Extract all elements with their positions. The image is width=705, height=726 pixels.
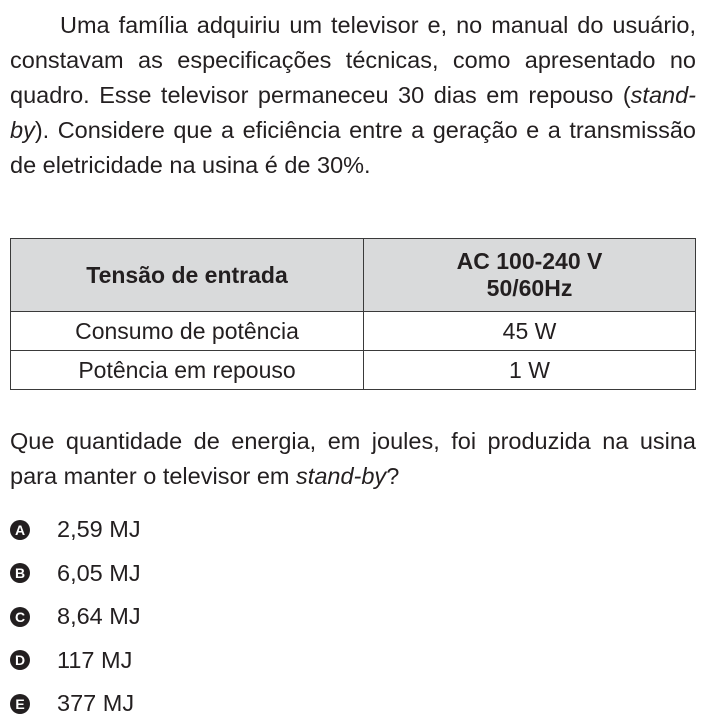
option-a-text: 2,59 MJ (57, 516, 141, 543)
option-e-letter-badge: E (10, 694, 30, 714)
question-end: ? (386, 463, 400, 489)
header-value-cell (364, 239, 696, 312)
option-a-letter-badge: A (10, 520, 30, 540)
row-label-cell: Potência em repouso (11, 351, 364, 390)
table-header-row (11, 239, 696, 312)
option-c-text: 8,64 MJ (57, 603, 141, 630)
question-page (10, 0, 696, 717)
option-c-letter-badge: C (10, 607, 30, 627)
option-e[interactable] (10, 682, 141, 726)
option-e-text: 377 MJ (57, 690, 135, 717)
statement-text-1: Uma família adquiriu um televisor e, no manual do usuário, constavam as especificações técnicas, como apresentado no quadro. Esse televisor permaneceu 30 dias em repouso ( (10, 12, 696, 108)
question-text: Que quantidade de energia, em joules, foi produzida na usina para manter o televisor em (10, 428, 696, 489)
option-b-text: 6,05 MJ (57, 559, 141, 586)
option-d[interactable] (10, 639, 141, 683)
option-b-letter-badge: B (10, 563, 30, 583)
question-prompt (10, 424, 696, 494)
row-value-cell: 1 W (364, 351, 696, 390)
specifications-table (10, 238, 696, 390)
option-d-text: 117 MJ (57, 646, 133, 673)
input-voltage-label: Tensão de entrada (86, 261, 288, 288)
header-label-cell (11, 239, 364, 312)
option-c[interactable] (10, 595, 141, 639)
problem-statement (10, 8, 696, 183)
row-label-cell: Consumo de potência (11, 312, 364, 351)
input-frequency-value: 50/60Hz (486, 275, 573, 301)
statement-text-2: ). Considere que a eficiência entre a geração e a transmissão de eletricidade na usina é de 30%. (10, 117, 696, 178)
option-b[interactable] (10, 552, 141, 596)
row-value-cell: 45 W (364, 312, 696, 351)
input-voltage-value: AC 100-240 V (456, 248, 603, 274)
table-row (11, 351, 696, 390)
answer-options (10, 508, 141, 726)
table-row (11, 312, 696, 351)
option-a[interactable] (10, 508, 141, 552)
option-d-letter-badge: D (10, 650, 30, 670)
question-standby-term: stand-by (296, 463, 387, 489)
statement-standby-term: stand-by (10, 82, 696, 143)
